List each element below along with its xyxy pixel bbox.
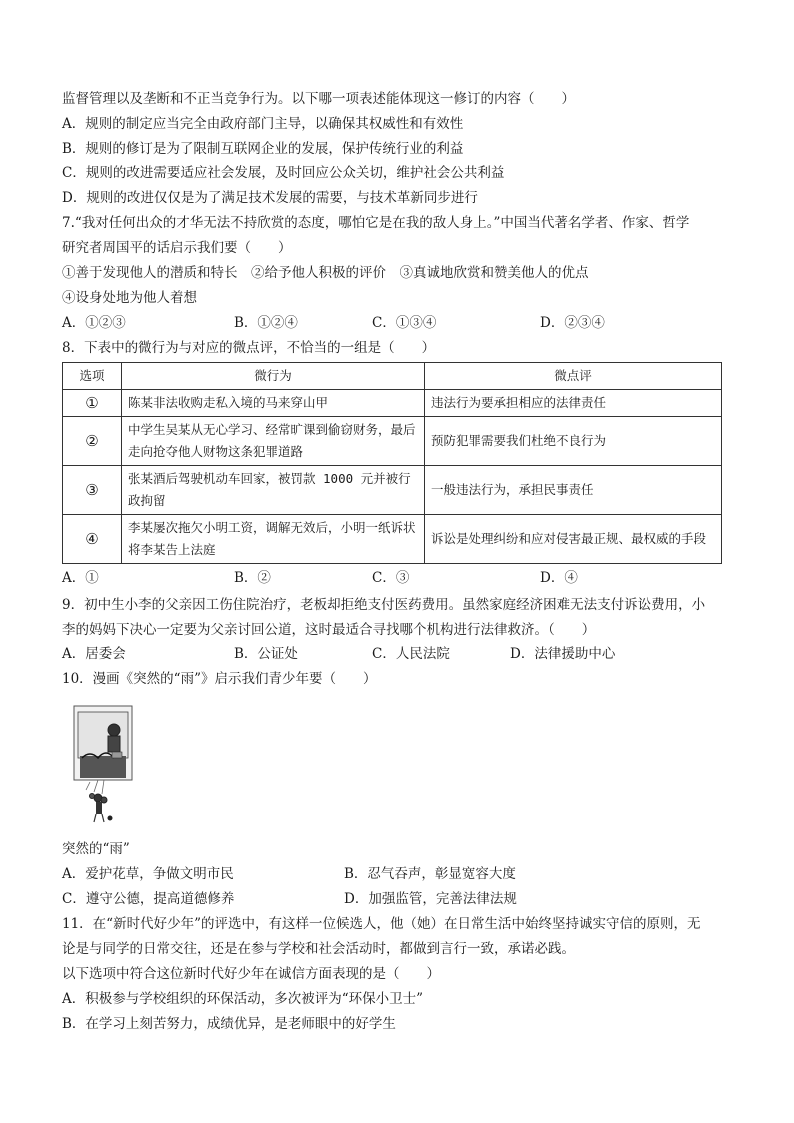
q11-option-a: A．积极参与学校组织的环保活动，多次被评为“环保小卫士” (62, 991, 424, 1007)
q7-stem-line2: 研究者周国平的话启示我们要（ ） (62, 240, 292, 256)
table-row (63, 390, 722, 417)
q8-option-b: B．② (234, 570, 271, 586)
q7-option-a: A．①②③ (62, 315, 126, 331)
table-cell-comment: 违法行为要承担相应的法律责任 (425, 390, 722, 417)
q10-option-d: D．加强监管，完善法律法规 (344, 891, 517, 907)
q6-option-b: B．规则的修订是为了限制互联网企业的发展，保护传统行业的利益 (62, 141, 464, 157)
q8-table (62, 362, 722, 564)
q10-option-a: A．爱护花草，争做文明市民 (62, 866, 234, 882)
q7-statements-line2: ④设身处地为他人着想 (62, 290, 197, 306)
q6-option-c: C．规则的改进需要适应社会发展，及时回应公众关切，维护社会公共利益 (62, 165, 505, 181)
q10-options-row2 (62, 890, 742, 908)
q10-stem: 10．漫画《突然的“雨”》启示我们青少年要（ ） (62, 671, 377, 687)
q10-option-c: C．遵守公德，提高道德修养 (62, 891, 235, 907)
q7-option-d: D．②③④ (540, 315, 605, 331)
table-cell-num: ① (63, 390, 122, 417)
table-row (63, 466, 722, 515)
q9-stem-line1: 9．初中生小李的父亲因工伤住院治疗，老板却拒绝支付医药费用。虽然家庭经济困难无法支付诉讼费用，小 (62, 597, 706, 613)
q7-options (62, 314, 742, 332)
q9-stem-line2: 李的妈妈下决心一定要为父亲讨回公道，这时最适合寻找哪个机构进行法律救济。（ ） (62, 622, 596, 638)
table-cell-behavior: 李某屡次拖欠小明工资，调解无效后，小明一纸诉状将李某告上法庭 (122, 515, 425, 564)
table-cell-num: ② (63, 417, 122, 466)
q11-stem-line3: 以下选项中符合这位新时代好少年在诚信方面表现的是（ ） (62, 966, 440, 982)
table-cell-behavior: 张某酒后驾驶机动车回家，被罚款 1000 元并被行政拘留 (122, 466, 425, 515)
q11-stem-line2: 论是与同学的日常交往，还是在参与学校和社会活动时，都做到言行一致，承诺必践。 (62, 941, 575, 957)
q6-option-a: A．规则的制定应当完全由政府部门主导，以确保其权威性和有效性 (62, 116, 464, 132)
table-cell-num: ④ (63, 515, 122, 564)
table-header-row (63, 363, 722, 390)
q9-option-a: A．居委会 (62, 646, 126, 662)
q8-option-c: C．③ (372, 570, 410, 586)
q8-options (62, 569, 742, 587)
table-cell-comment: 预防犯罪需要我们杜绝不良行为 (425, 417, 722, 466)
q8-stem: 8．下表中的微行为与对应的微点评，不恰当的一组是（ ） (62, 340, 436, 356)
q7-option-c: C．①③④ (372, 315, 437, 331)
table-cell-behavior: 陈某非法收购走私入境的马来穿山甲 (122, 390, 425, 417)
q7-statements-line1: ①善于发现他人的潜质和特长 ②给予他人积极的评价 ③真诚地欣赏和赞美他人的优点 (62, 265, 589, 281)
table-row (63, 515, 722, 564)
q9-option-d: D．法律援助中心 (510, 646, 616, 662)
table-cell-comment: 一般违法行为，承担民事责任 (425, 466, 722, 515)
table-cell-comment: 诉讼是处理纠纷和应对侵害最正规、最权威的手段 (425, 515, 722, 564)
table-cell-behavior: 中学生吴某从无心学习、经常旷课到偷窃财务，最后走向抢夺他人财物这条犯罪道路 (122, 417, 425, 466)
q6-stem-tail: 监督管理以及垄断和不正当竞争行为。以下哪一项表述能体现这一修订的内容（ ） (62, 91, 575, 107)
q7-stem-line1: 7.“我对任何出众的才华无法不持欣赏的态度，哪怕它是在我的敌人身上。”中国当代著名学者、作家、哲学 (62, 215, 690, 231)
q6-option-d: D．规则的改进仅仅是为了满足技术发展的需要，与技术革新同步进行 (62, 190, 478, 206)
table-header-comment: 微点评 (425, 363, 722, 390)
cartoon-caption: 突然的“雨” (62, 841, 130, 857)
q9-options (62, 645, 742, 663)
table-header-behavior: 微行为 (122, 363, 425, 390)
q9-option-b: B．公证处 (234, 646, 298, 662)
q8-option-d: D．④ (540, 570, 578, 586)
table-header-option: 选项 (63, 363, 122, 390)
q10-options-row1 (62, 865, 742, 883)
q7-option-b: B．①②④ (234, 315, 298, 331)
q11-option-b: B．在学习上刻苦努力，成绩优异，是老师眼中的好学生 (62, 1016, 396, 1032)
table-row (63, 417, 722, 466)
table-cell-num: ③ (63, 466, 122, 515)
q10-option-b: B．忍气吞声，彰显宽容大度 (344, 866, 516, 882)
q9-option-c: C．人民法院 (372, 646, 450, 662)
q8-option-a: A．① (62, 570, 99, 586)
cartoon-sudden-rain-image (68, 700, 138, 830)
q11-stem-line1: 11．在“新时代好少年”的评选中，有这样一位候选人，他（她）在日常生活中始终坚持诚实守信的原则，无 (62, 916, 701, 932)
